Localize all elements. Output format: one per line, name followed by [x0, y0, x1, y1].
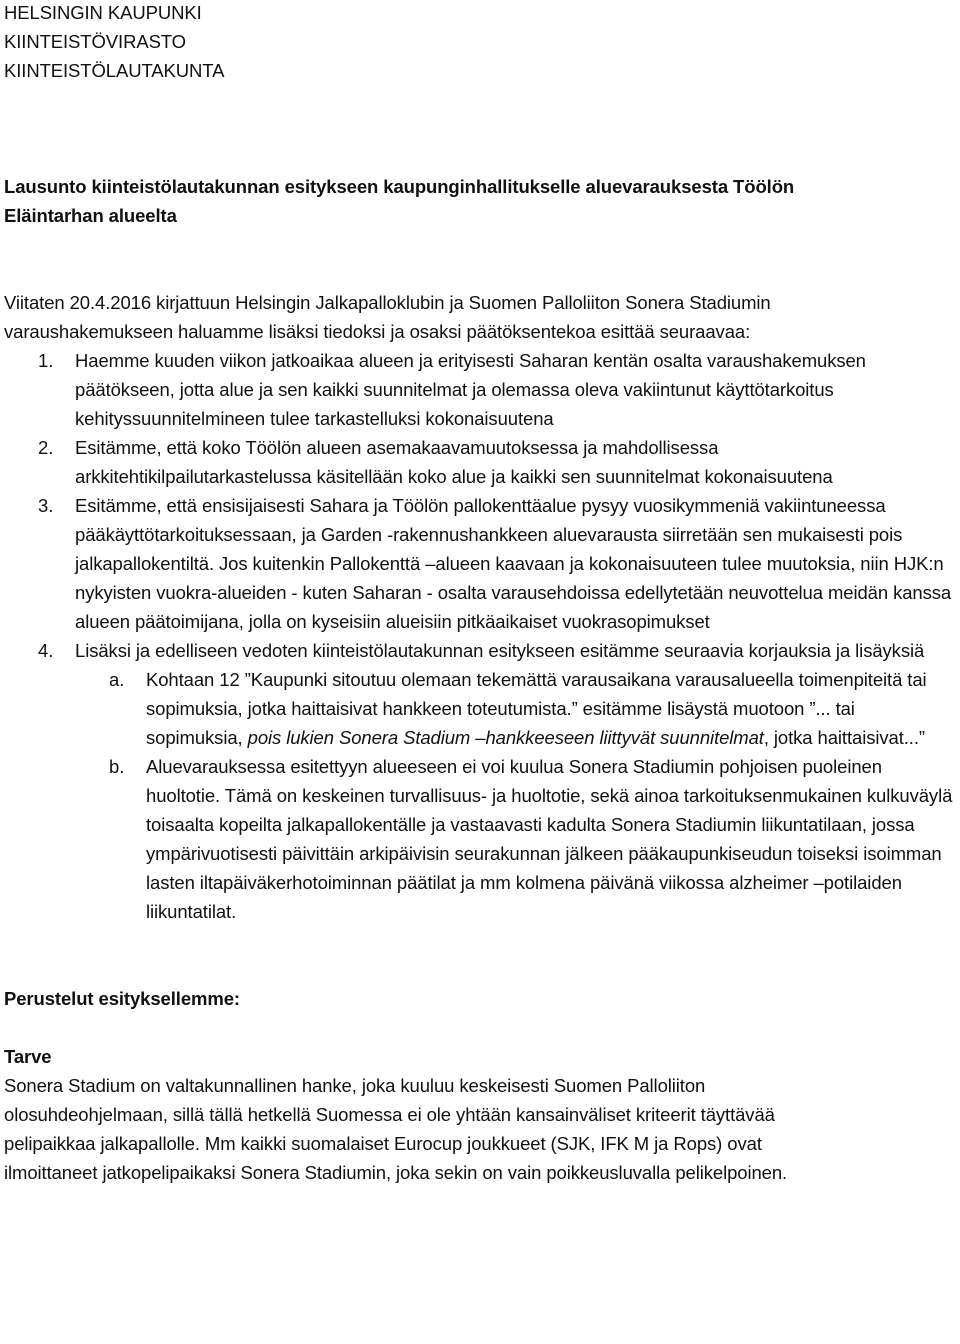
document-title — [4, 172, 956, 230]
list-item-text: Lisäksi ja edelliseen vedoten kiinteistölautakunnan esitykseen esitämme seuraavia korjauksia ja lisäyksiä — [75, 640, 925, 661]
list-item-text: Haemme kuuden viikon jatkoaikaa alueen ja erityisesti Saharan kentän osalta varaushakemuksen päätökseen, jotta alue ja sen kaikki suunnitelmat ja olemassa oleva vakiintunut käyttötarkoitus kehityssuunnitelmineen tulee tarkastelluksi kokonaisuutena — [75, 350, 866, 429]
sub-list-letter: b. — [109, 756, 125, 777]
document-page — [4, 0, 956, 1187]
subsection-paragraph — [4, 1071, 956, 1187]
list-item-number: 1. — [38, 350, 54, 371]
sub-list-text-part-2: , jotka haittaisivat...” — [763, 727, 925, 748]
list-item-text: Esitämme, että koko Töölön alueen asemakaavamuutoksessa ja mahdollisessa arkkitehtikilpailutarkastelussa käsitellään koko alue ja kaikki sen suunnitelmat kokonaisuutena — [75, 437, 833, 487]
list-item-number: 2. — [38, 437, 54, 458]
list-item-number: 4. — [38, 640, 54, 661]
subsection-line-1: Sonera Stadium on valtakunnallinen hanke, joka kuuluu keskeisesti Suomen Palloliiton — [4, 1075, 706, 1096]
intro-line-2: varaushakemukseen haluamme lisäksi tiedoksi ja osaksi päätöksentekoa esittää seuraavaa: — [4, 321, 751, 342]
intro-line-1: Viitaten 20.4.2016 kirjattuun Helsingin Jalkapalloklubin ja Suomen Palloliiton Sonera Stadiumin — [4, 292, 771, 313]
title-line-2: Eläintarhan alueelta — [4, 205, 177, 226]
list-item-4 — [4, 636, 956, 665]
title-line-1: Lausunto kiinteistölautakunnan esitykseen kaupunginhallitukselle aluevarauksesta Töölön — [4, 176, 795, 197]
subsection-line-4: ilmoittaneet jatkopelipaikaksi Sonera Stadiumin, joka sekin on vain poikkeusluvalla pelikelpoinen. — [4, 1162, 788, 1183]
list-item-1 — [4, 346, 956, 433]
list-item-number: 3. — [38, 495, 54, 516]
list-item-2 — [4, 433, 956, 491]
org-line-city: HELSINGIN KAUPUNKI — [4, 2, 202, 23]
org-line-board: KIINTEISTÖLAUTAKUNTA — [4, 60, 225, 81]
list-item-text: Esitämme, että ensisijaisesti Sahara ja Töölön pallokenttäalue pysyy vuosikymmeniä vakiintuneessa pääkäyttötarkoituksessaan, ja Garden -rakennushankkeen aluevarausta siirretään sen mukaisesti pois jalkapallokentiltä. Jos kuitenkin Pallokenttä –alueen kaavaan ja kokonaisuuteen tulee muutoksia, niin HJK:n nykyisten vuokra-alueiden - kuten Saharan - osalta varausehdoissa edellytetään neuvottelua meidän kanssa alueen päätoimijana, jolla on kyseisiin alueisiin pitkäaikaiset vuokrasopimukset — [75, 495, 952, 632]
sub-list-text: Aluevarauksessa esitettyyn alueeseen ei voi kuulua Sonera Stadiumin pohjoisen puoleinen huoltotie. Tämä on keskeinen turvallisuus- ja huoltotie, sekä ainoa tarkoituksenmukainen kulkuväylä toisaalta kopeilta jalkapallokentälle ja vastaavasti kadulta Sonera Stadiumin liikuntatilaan, jossa ympärivuotisesti päivittäin arkipäivisin seurakunnan jälkeen pääkaupunkiseudun toiseksi isoimman lasten iltapäiväkerhotoiminnan päätilat ja mm kolmena päivänä viikossa alzheimer –potilaiden liikuntatilat. — [146, 756, 953, 922]
subsection-line-3: pelipaikkaa jalkapallolle. Mm kaikki suomalaiset Eurocup joukkueet (SJK, IFK M ja Rops) ovat — [4, 1133, 762, 1154]
organization-header — [4, 0, 956, 85]
sub-list-item-b — [4, 752, 956, 926]
sub-list-text-italic: pois lukien Sonera Stadium –hankkeeseen liittyvät suunnitelmat — [247, 727, 764, 748]
sub-list-item-a — [4, 665, 956, 752]
sub-list-text-part-1: Kohtaan 12 ”Kaupunki sitoutuu olemaan tekemättä varausaikana varausalueella toimenpiteitä tai sopimuksia, jotka haittaisivat hankkeen toteutumista.” esitämme lisäystä muotoon ”... tai sopimuksia, — [146, 669, 927, 748]
section-heading: Perustelut esityksellemme: — [4, 988, 240, 1009]
intro-paragraph — [4, 288, 956, 346]
list-item-3 — [4, 491, 956, 636]
sub-list-letter: a. — [109, 669, 125, 690]
numbered-list — [4, 346, 956, 926]
org-line-office: KIINTEISTÖVIRASTO — [4, 31, 186, 52]
subsection-line-2: olosuhdeohjelmaan, sillä tällä hetkellä Suomessa ei ole yhtään kansainväliset kriteerit täyttävää — [4, 1104, 775, 1125]
subsection-heading: Tarve — [4, 1046, 52, 1067]
